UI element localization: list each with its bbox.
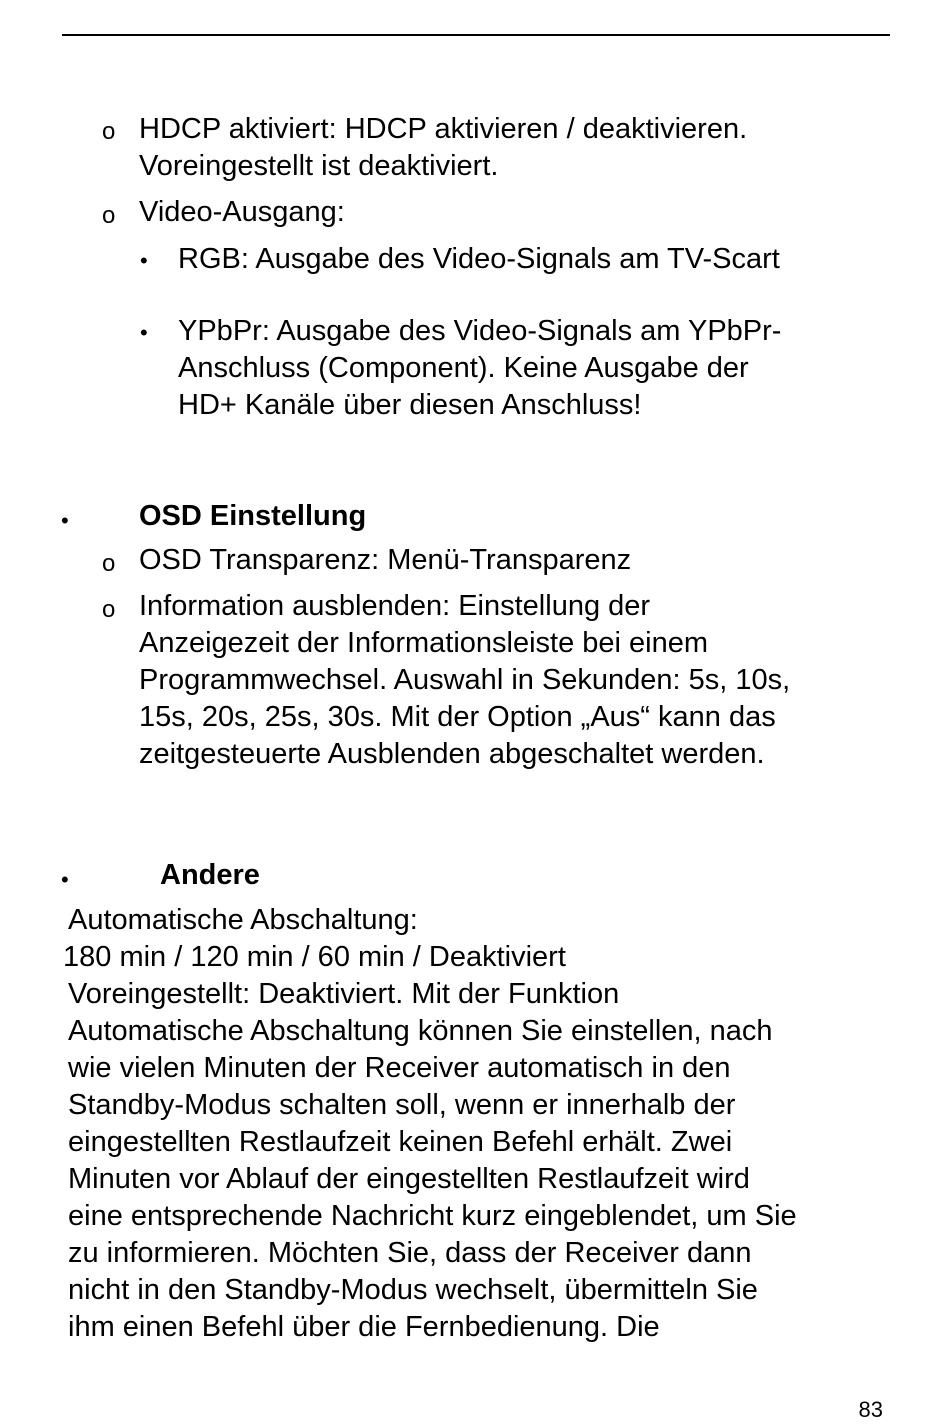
list-bullet: • xyxy=(140,320,148,345)
osd-info-line-3: Programmwechsel. Auswahl in Sekunden: 5s, 10s, xyxy=(139,664,791,696)
osd-info-line-1: Information ausblenden: Einstellung der xyxy=(139,590,651,622)
other-line-8: Minuten vor Ablauf der eingestellten Restlaufzeit wird xyxy=(68,1163,750,1195)
list-bullet: • xyxy=(61,508,69,533)
list-bullet: • xyxy=(140,248,148,273)
other-line-9: eine entsprechende Nachricht kurz eingeblendet, um Sie xyxy=(68,1200,797,1232)
ypbpr-line-2: Anschluss (Component). Keine Ausgabe der xyxy=(178,352,749,384)
list-marker-o: o xyxy=(102,550,116,577)
other-line-6: Standby-Modus schalten soll, wenn er innerhalb der xyxy=(68,1089,736,1121)
other-line-7: eingestellten Restlaufzeit keinen Befehl erhält. Zwei xyxy=(68,1126,733,1158)
osd-transparency-line: OSD Transparenz: Menü-Transparenz xyxy=(139,544,632,576)
osd-info-line-4: 15s, 20s, 25s, 30s. Mit der Option „Aus“ kann das xyxy=(139,701,776,733)
other-line-11: nicht in den Standby-Modus wechselt, übermitteln Sie xyxy=(68,1274,758,1306)
video-output-label: Video-Ausgang: xyxy=(139,196,345,228)
list-bullet: • xyxy=(61,867,69,892)
other-heading: Andere xyxy=(160,859,260,891)
list-marker-o: o xyxy=(102,596,116,623)
other-line-2: 180 min / 120 min / 60 min / Deaktiviert xyxy=(63,941,566,973)
hdcp-line-2: Voreingestellt ist deaktiviert. xyxy=(139,150,499,182)
other-line-4: Automatische Abschaltung können Sie einstellen, nach xyxy=(68,1015,773,1047)
other-line-12: ihm einen Befehl über die Fernbedienung. Die xyxy=(68,1311,660,1343)
other-line-1: Automatische Abschaltung: xyxy=(68,904,418,936)
list-marker-o: o xyxy=(102,202,116,229)
osd-heading: OSD Einstellung xyxy=(139,500,367,532)
ypbpr-line-1: YPbPr: Ausgabe des Video-Signals am YPbPr- xyxy=(178,315,782,347)
osd-info-line-2: Anzeigezeit der Informationsleiste bei einem xyxy=(139,627,709,659)
page-number: 83 xyxy=(858,1397,883,1422)
other-line-10: zu informieren. Möchten Sie, dass der Receiver dann xyxy=(68,1237,752,1269)
rgb-line-1: RGB: Ausgabe des Video-Signals am TV-Scart xyxy=(178,243,780,275)
ypbpr-line-3: HD+ Kanäle über diesen Anschluss! xyxy=(178,389,642,421)
list-marker-o: o xyxy=(102,118,116,145)
other-line-3: Voreingestellt: Deaktiviert. Mit der Funktion xyxy=(68,978,620,1010)
hdcp-line-1: HDCP aktiviert: HDCP aktivieren / deaktivieren. xyxy=(139,113,748,145)
top-rule xyxy=(62,34,890,36)
osd-info-line-5: zeitgesteuerte Ausblenden abgeschaltet werden. xyxy=(139,738,765,770)
other-line-5: wie vielen Minuten der Receiver automatisch in den xyxy=(68,1052,731,1084)
